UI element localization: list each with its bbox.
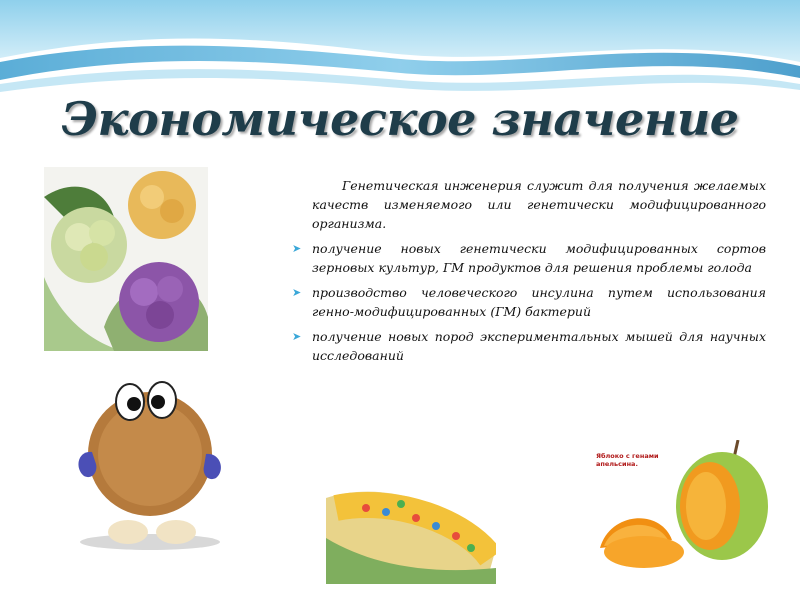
bullet-item xyxy=(288,283,766,321)
slide-content xyxy=(288,176,766,371)
bullet-text: производство человеческого инсулина путем использования генно-модифицированных (ГМ) бактерий xyxy=(312,285,766,319)
bullet-item xyxy=(288,239,766,277)
coin-character-image xyxy=(58,372,240,556)
slide-title: Экономическое значение xyxy=(61,92,739,146)
arrow-bullet-icon: ➤ xyxy=(292,286,302,299)
bullet-list xyxy=(288,239,766,365)
bullet-text: получение новых генетически модифицированных сортов зерновых культур, ГМ продуктов для решения проблемы голода xyxy=(312,241,766,275)
bullet-text: получение новых пород экспериментальных мышей для научных исследований xyxy=(312,329,766,363)
bullet-item xyxy=(288,327,766,365)
arrow-bullet-icon: ➤ xyxy=(292,330,302,343)
cauliflower-image xyxy=(44,167,208,351)
intro-paragraph: Генетическая инженерия служит для получения желаемых качеств изменяемого или генетически модифицированного организма. xyxy=(312,178,766,231)
apple-caption: Яблоко с генами апельсина. xyxy=(596,452,659,468)
gm-corn-image xyxy=(326,478,496,584)
arrow-bullet-icon: ➤ xyxy=(292,242,302,255)
